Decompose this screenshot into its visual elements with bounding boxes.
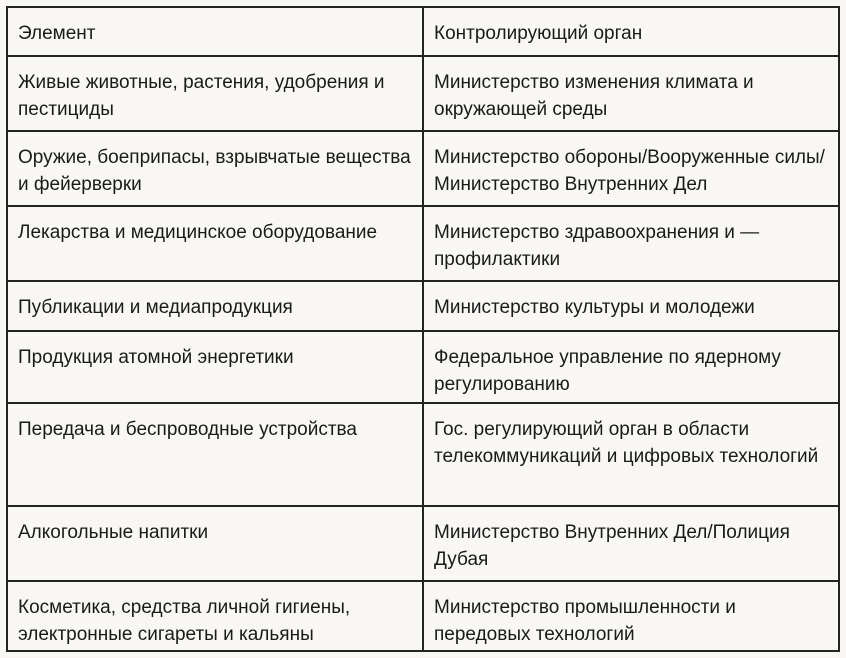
header-cell-item: Элемент bbox=[8, 8, 423, 56]
table-row bbox=[8, 331, 838, 403]
regulatory-table-frame bbox=[6, 6, 840, 652]
regulatory-table bbox=[8, 8, 838, 650]
authority-cell: Гос. регулирующий орган в области телекоммуникаций и цифровых технологий bbox=[423, 403, 838, 506]
table-row bbox=[8, 403, 838, 506]
table-row bbox=[8, 581, 838, 650]
authority-cell: Министерство Внутренних Дел/Полиция Дубая bbox=[423, 506, 838, 581]
table-row bbox=[8, 56, 838, 131]
table-row bbox=[8, 206, 838, 281]
authority-cell: Федеральное управление по ядерному регулированию bbox=[423, 331, 838, 403]
authority-cell: Министерство изменения климата и окружающей среды bbox=[423, 56, 838, 131]
table-header-row bbox=[8, 8, 838, 56]
table-row bbox=[8, 131, 838, 206]
table-row bbox=[8, 506, 838, 581]
item-cell: Косметика, средства личной гигиены, электронные сигареты и кальяны bbox=[8, 581, 423, 650]
table-row bbox=[8, 281, 838, 331]
item-cell: Живые животные, растения, удобрения и пестициды bbox=[8, 56, 423, 131]
item-cell: Публикации и медиапродукция bbox=[8, 281, 423, 331]
header-cell-authority: Контролирующий орган bbox=[423, 8, 838, 56]
authority-cell: Министерство обороны/Вооруженные силы/Министерство Внутренних Дел bbox=[423, 131, 838, 206]
item-cell: Лекарства и медицинское оборудование bbox=[8, 206, 423, 281]
item-cell: Оружие, боеприпасы, взрывчатые вещества и фейерверки bbox=[8, 131, 423, 206]
authority-cell: Министерство культуры и молодежи bbox=[423, 281, 838, 331]
item-cell: Алкогольные напитки bbox=[8, 506, 423, 581]
authority-cell: Министерство здравоохранения и —профилактики bbox=[423, 206, 838, 281]
item-cell: Передача и беспроводные устройства bbox=[8, 403, 423, 506]
item-cell: Продукция атомной энергетики bbox=[8, 331, 423, 403]
authority-cell: Министерство промышленности и передовых технологий bbox=[434, 597, 736, 645]
